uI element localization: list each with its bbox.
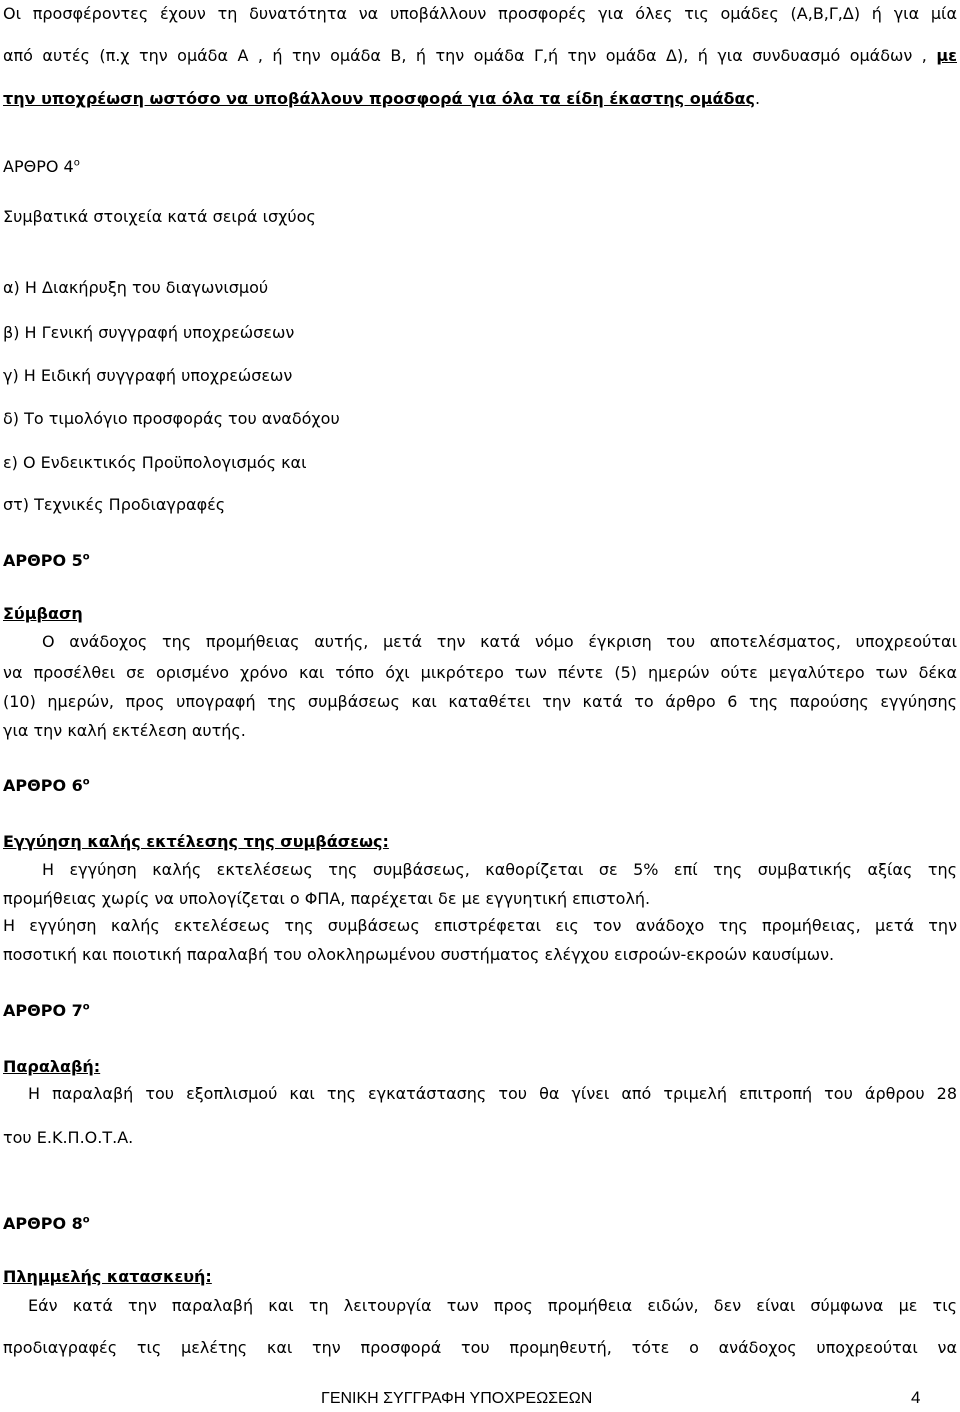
article-8-line: προδιαγραφές τις μελέτης και την προσφορά του προμηθευτή, τότε ο ανάδοχος υποχρεούται να bbox=[3, 1338, 957, 1357]
article-7-line: Η παραλαβή του εξοπλισμού και της εγκατάστασης του θα γίνει από τριμελή επιτροπή του άρθρου 28 bbox=[28, 1084, 957, 1103]
article-4-heading-sup: ο bbox=[73, 157, 80, 169]
article-4-item: δ) Το τιμολόγιο προσφοράς του αναδόχου bbox=[3, 409, 340, 428]
intro-line-3 bbox=[3, 89, 957, 108]
article-6-heading bbox=[3, 776, 957, 795]
article-8-heading bbox=[3, 1214, 957, 1233]
intro-line-3-period: . bbox=[754, 89, 761, 108]
article-8-heading-text: ΑΡΘΡΟ 8 bbox=[3, 1214, 83, 1233]
intro-line-2 bbox=[3, 46, 957, 65]
article-4-title: Συμβατικά στοιχεία κατά σειρά ισχύος bbox=[3, 207, 316, 226]
intro-line-3-underlined: την υποχρέωση ωστόσο να υποβάλλουν προσφορά για όλα τα είδη έκαστης ομάδας bbox=[3, 89, 755, 108]
article-7-line: του Ε.Κ.Π.Ο.Τ.Α. bbox=[3, 1128, 134, 1147]
article-5-heading-text: ΑΡΘΡΟ 5 bbox=[3, 551, 83, 570]
article-7-heading-text: ΑΡΘΡΟ 7 bbox=[3, 1001, 83, 1020]
article-5-line: για την καλή εκτέλεση αυτής. bbox=[3, 721, 246, 740]
article-6-title: Εγγύηση καλής εκτέλεσης της συμβάσεως: bbox=[3, 832, 389, 851]
article-4-item: α) Η Διακήρυξη του διαγωνισμού bbox=[3, 278, 269, 297]
article-6-heading-text: ΑΡΘΡΟ 6 bbox=[3, 776, 83, 795]
article-4-item: γ) Η Ειδική συγγραφή υποχρεώσεων bbox=[3, 366, 293, 385]
article-7-heading bbox=[3, 1001, 957, 1020]
article-5-line: (10) ημερών, προς υπογραφή της συμβάσεως και καταθέτει την κατά το άρθρο 6 της παρούσης εγγύησης bbox=[3, 692, 957, 711]
article-8-line: Εάν κατά την παραλαβή και τη λειτουργία των προς προμήθεια ειδών, δεν είναι σύμφωνα με τις bbox=[28, 1296, 957, 1315]
article-4-heading-text: ΑΡΘΡΟ 4 bbox=[3, 157, 74, 176]
article-6-line: προμήθειας χωρίς να υπολογίζεται ο ΦΠΑ, παρέχεται δε με εγγυητική επιστολή. bbox=[3, 889, 651, 908]
article-5-heading bbox=[3, 551, 957, 570]
article-5-line: να προσέλθει σε ορισμένο χρόνο και τόπο όχι μικρότερο των πέντε (5) ημερών ούτε μεγαλύτερο των δέκα bbox=[3, 663, 957, 682]
page-number: 4 bbox=[911, 1388, 921, 1407]
article-8-heading-sup: ο bbox=[82, 1214, 90, 1226]
page-footer bbox=[0, 1390, 960, 1412]
article-7-title: Παραλαβή: bbox=[3, 1057, 101, 1076]
article-4-item: β) Η Γενική συγγραφή υποχρεώσεων bbox=[3, 323, 295, 342]
footer-title: ΓΕΝΙΚΗ ΣΥΓΓΡΑΦΗ ΥΠΟΧΡΕΩΣΕΩΝ bbox=[321, 1390, 593, 1407]
intro-line-2-underlined: με bbox=[936, 46, 957, 65]
article-6-line: Η εγγύηση καλής εκτελέσεως της συμβάσεως επιστρέφεται εις τον ανάδοχο της προμήθειας, μετά την bbox=[3, 916, 957, 935]
article-6-line: Η εγγύηση καλής εκτελέσεως της συμβάσεως, καθορίζεται σε 5% επί της συμβατικής αξίας της bbox=[42, 860, 957, 879]
article-4-item: στ) Τεχνικές Προδιαγραφές bbox=[3, 495, 226, 514]
article-6-heading-sup: ο bbox=[82, 776, 90, 788]
intro-line-2-text: από αυτές (π.χ την ομάδα Α , ή την ομάδα Β, ή την ομάδα Γ,ή την ομάδα Δ), ή για συνδυασμό ομάδων , bbox=[3, 46, 937, 65]
article-8-title: Πλημμελής κατασκευή: bbox=[3, 1267, 212, 1286]
article-6-line: ποσοτική και ποιοτική παραλαβή του ολοκληρωμένου συστήματος ελέγχου εισροών-εκροών καυσίμων. bbox=[3, 945, 835, 964]
article-5-heading-sup: ο bbox=[82, 551, 90, 563]
article-5-line: Ο ανάδοχος της προμήθειας αυτής, μετά την κατά νόμο έγκριση του αποτελέσματος, υποχρεούται bbox=[42, 632, 957, 651]
article-4-heading bbox=[3, 157, 957, 176]
intro-line-1: Οι προσφέροντες έχουν τη δυνατότητα να υποβάλλουν προσφορές για όλες τις ομάδες (Α,Β,Γ,Δ) ή για μία bbox=[3, 4, 957, 23]
article-7-heading-sup: ο bbox=[82, 1001, 90, 1013]
article-5-title: Σύμβαση bbox=[3, 604, 83, 623]
article-4-item: ε) Ο Ενδεικτικός Προϋπολογισμός και bbox=[3, 453, 307, 472]
